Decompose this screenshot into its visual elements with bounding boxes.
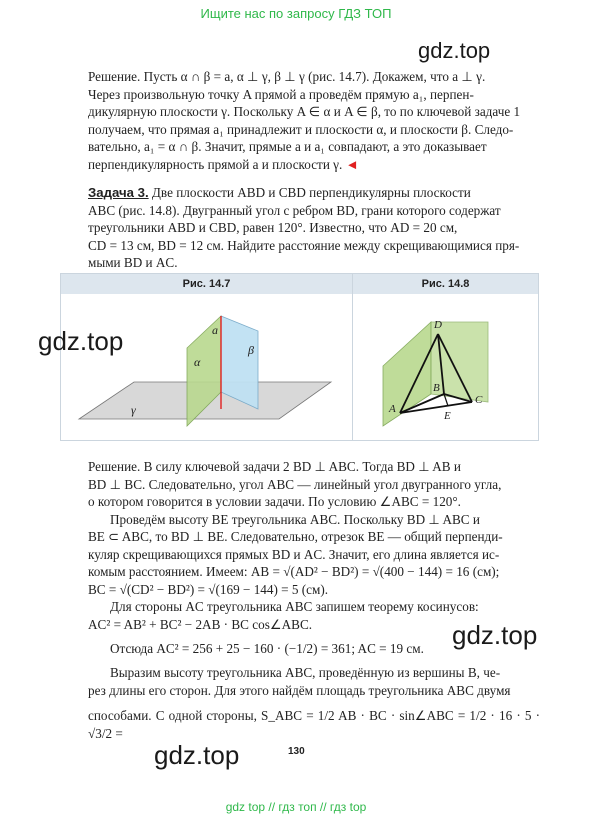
label-E: E	[444, 410, 451, 422]
figure-14-7	[61, 294, 352, 440]
watermark: gdz.top	[452, 620, 538, 650]
text-line: Через произвольную точку A прямой a проведём прямую a₁, перпен-	[88, 86, 474, 102]
solution-paragraph-3	[88, 664, 540, 742]
watermark: gdz.top	[154, 740, 240, 770]
text-line: вательно, a₁ = α ∩ β. Значит, прямые a и a₁ совпадают, а это доказывает	[88, 139, 487, 154]
text-line: Выразим высоту треугольника ABC, проведённую из вершины B, че-	[110, 665, 501, 680]
text-line: комым расстоянием. Имеем: AB = √(AD² − BD²) = √(400 − 144) = 16 (см);	[88, 564, 500, 579]
text-line: дикулярную плоскости γ. Поскольку A ∈ α и A ∈ β, то по ключевой задаче 1	[88, 104, 521, 119]
text-line: CD = 13 см, BD = 12 см. Найдите расстояние между скрещивающимися пря-	[88, 237, 520, 253]
figure-14-8	[353, 294, 538, 440]
text-line: Для стороны AC треугольника ABC запишем теорему косинусов:	[110, 599, 479, 614]
label-a: a	[212, 323, 218, 337]
watermark: gdz.top	[418, 38, 491, 63]
label-B: B	[433, 382, 440, 394]
text-line: Решение. В силу ключевой задачи 2 BD ⊥ ABC. Тогда BD ⊥ AB и	[88, 459, 461, 474]
text-line: Проведём высоту BE треугольника ABC. Поскольку BD ⊥ ABC и	[110, 511, 480, 527]
solution-paragraph-1	[88, 68, 540, 173]
text-line	[88, 184, 540, 202]
figure-14-7-title: Рис. 14.7	[61, 274, 352, 294]
footer-watermark: gdz top // гдз топ // гдз top	[225, 800, 367, 814]
figures-panel	[60, 273, 539, 441]
task-3	[88, 184, 540, 272]
page-number: 130	[288, 746, 305, 757]
text-line: о котором говорится в условии задачи. По условию ∠ABC = 120°.	[88, 494, 461, 509]
label-A: A	[389, 403, 396, 415]
end-marker-icon: ◄	[345, 156, 359, 172]
top-banner: Ищите нас по запросу ГДЗ ТОП	[200, 6, 392, 21]
text-line: BE ⊂ ABC, то BD ⊥ BE. Следовательно, отрезок BE — общий перпенди-	[88, 529, 503, 544]
text-line: AC² = AB² + BC² − 2AB · BC cos∠ABC.	[88, 616, 313, 632]
task-label: Задача 3.	[88, 185, 149, 200]
text-line: мыми BD и AC.	[88, 255, 178, 270]
text-segment: перпендикулярность прямой a и плоскости γ.	[88, 156, 343, 172]
label-beta: β	[248, 343, 254, 357]
text-segment: Две плоскости ABD и CBD перпендикулярны плоскости	[148, 185, 471, 200]
text-line: Решение. Пусть α ∩ β = a, α ⊥ γ, β ⊥ γ (рис. 14.7). Докажем, что a ⊥ γ.	[88, 69, 486, 84]
figure-14-8-title: Рис. 14.8	[353, 274, 538, 294]
text-line	[88, 156, 540, 174]
text-line: рез длины его сторон. Для этого найдём площадь треугольника ABC двумя	[88, 682, 511, 698]
text-line: BD ⊥ BC. Следовательно, угол ABC — линейный угол двугранного угла,	[88, 476, 502, 492]
text-line: BC = √(CD² − BD²) = √(169 − 144) = 5 (см).	[88, 581, 329, 597]
text-line: способами. С одной стороны, S_ABC = 1/2 AB · BC · sin∠ABC = 1/2 · 16 · 5 · √3/2 =	[88, 708, 540, 741]
label-gamma: γ	[131, 403, 136, 417]
label-alpha: α	[194, 355, 201, 369]
label-C: C	[475, 394, 483, 406]
text-line: ABC (рис. 14.8). Двугранный угол с ребром BD, грани которого содержат	[88, 202, 501, 218]
label-D: D	[434, 319, 442, 331]
text-line: получаем, что прямая a₁ принадлежит и плоскости α, и плоскости β. Следо-	[88, 121, 514, 137]
watermark: gdz.top	[38, 326, 124, 356]
text-line: Отсюда AC² = 256 + 25 − 160 · (−1/2) = 361; AC = 19 см.	[110, 641, 424, 656]
text-line: куляр скрещивающихся прямых BD и AC. Значит, его длина является ис-	[88, 546, 500, 562]
text-line: треугольники ABD и CBD, равен 120°. Известно, что AD = 20 см,	[88, 220, 458, 235]
